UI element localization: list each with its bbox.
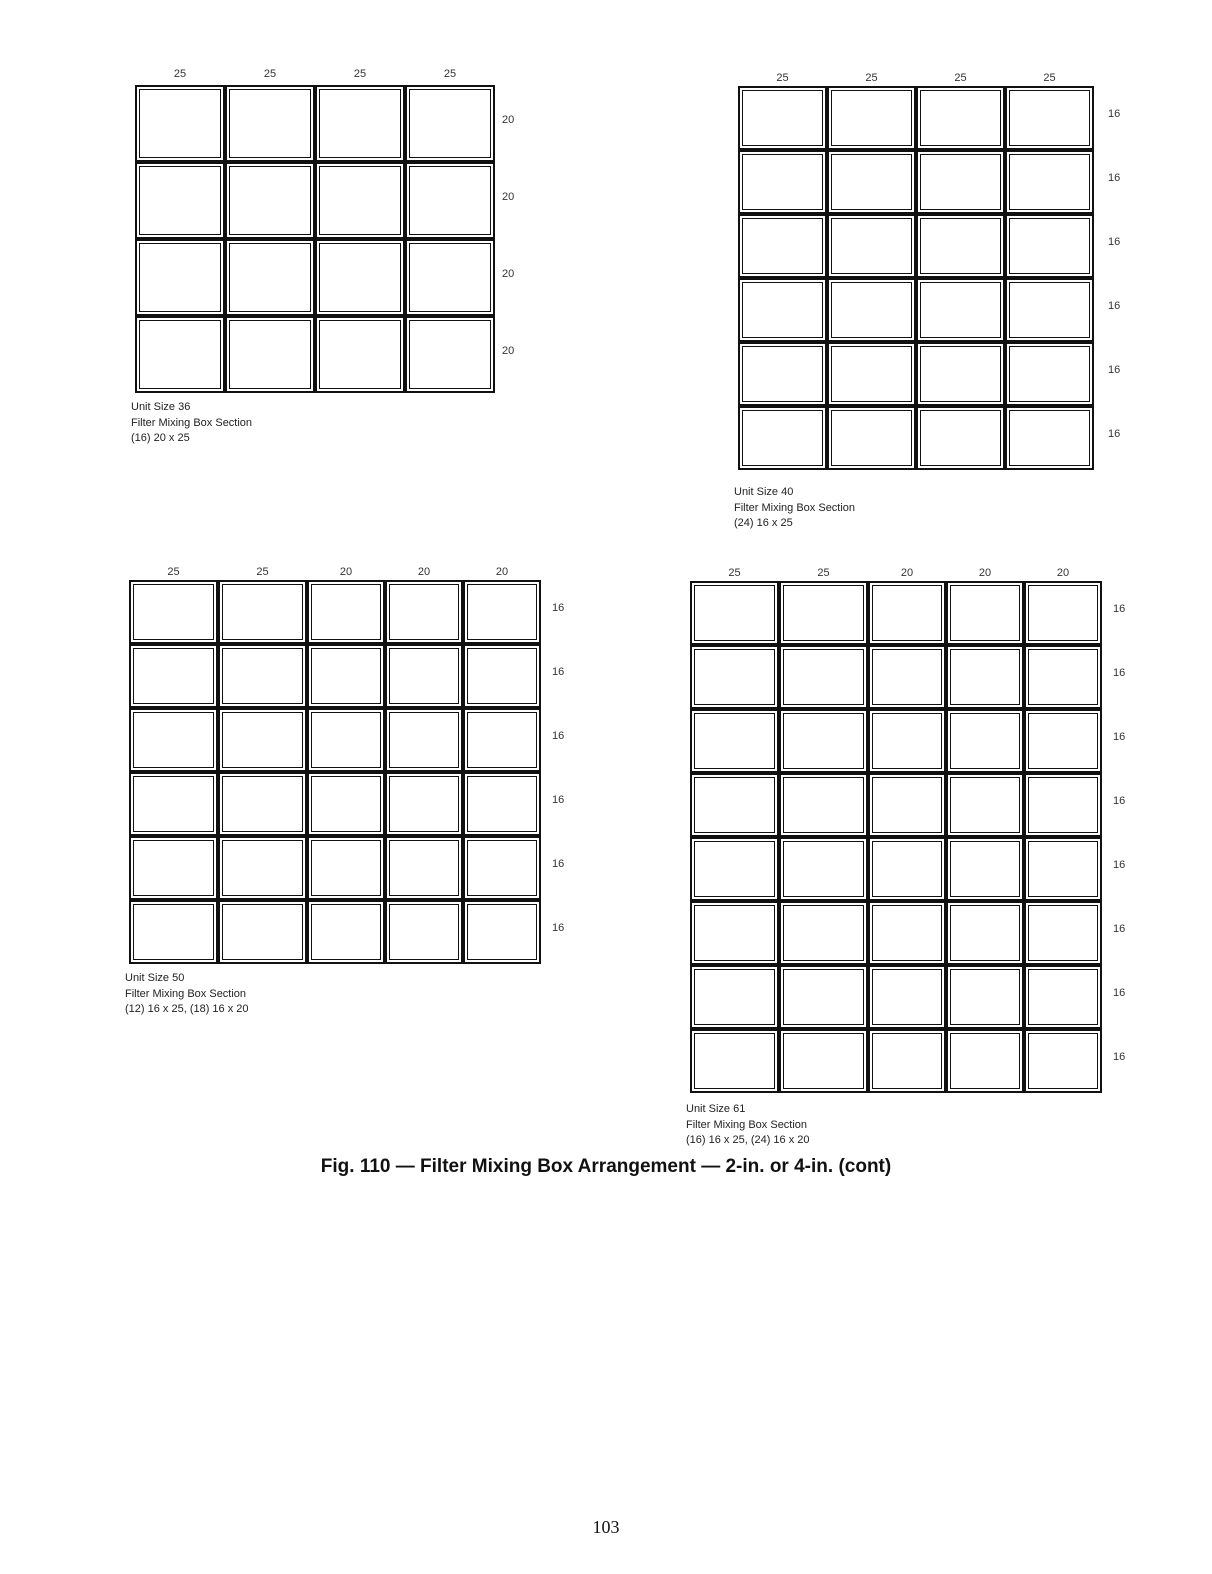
filter-cell <box>1024 1029 1102 1093</box>
caption-unit-size: Unit Size 36 <box>131 401 191 413</box>
column-width-label: 20 <box>339 566 353 578</box>
filter-cell <box>946 1029 1024 1093</box>
filter-cell <box>868 581 946 645</box>
filter-cell <box>225 316 315 393</box>
column-width-label: 25 <box>443 68 457 80</box>
column-width-label: 20 <box>1056 567 1070 579</box>
filter-cell <box>385 644 463 708</box>
filter-cell <box>779 773 868 837</box>
row-height-label: 16 <box>1108 364 1121 376</box>
column-width-label: 20 <box>495 566 509 578</box>
filter-cell <box>738 278 827 342</box>
filter-cell <box>827 150 916 214</box>
column-width-label: 25 <box>167 566 180 578</box>
filter-cell <box>315 239 405 316</box>
filter-cell <box>779 901 868 965</box>
caption-unit-size: Unit Size 40 <box>734 486 794 498</box>
diagram-caption <box>734 485 855 532</box>
row-height-label: 20 <box>502 344 515 357</box>
row-height-label: 16 <box>552 922 565 934</box>
filter-cell <box>827 342 916 406</box>
filter-cell <box>779 645 868 709</box>
row-height-label: 20 <box>502 267 515 280</box>
filter-cell <box>315 162 405 239</box>
filter-cell <box>946 773 1024 837</box>
diagram-caption <box>125 971 249 1018</box>
column-width-label: 25 <box>865 72 878 84</box>
row-height-label: 16 <box>1113 603 1126 615</box>
column-width-label: 20 <box>900 567 914 579</box>
column-width-label: 25 <box>776 72 789 84</box>
filter-cell <box>690 645 779 709</box>
filter-cell <box>946 581 1024 645</box>
row-height-label: 16 <box>1113 1051 1126 1063</box>
filter-cell <box>738 150 827 214</box>
caption-filter-count: (16) 16 x 25, (24) 16 x 20 <box>686 1134 810 1146</box>
page-number: 103 <box>592 1517 620 1537</box>
filter-cell <box>129 644 218 708</box>
filter-cell <box>690 709 779 773</box>
filter-cell <box>129 580 218 644</box>
filter-cell <box>916 214 1005 278</box>
caption-section-name: Filter Mixing Box Section <box>131 416 253 429</box>
filter-cell <box>827 406 916 470</box>
filter-cell <box>690 965 779 1029</box>
filter-cell <box>1024 965 1102 1029</box>
caption-section-name: Filter Mixing Box Section <box>686 1118 808 1131</box>
row-height-label: 16 <box>1113 859 1126 871</box>
row-height-label: 16 <box>552 794 565 806</box>
row-height-label: 16 <box>1113 731 1126 743</box>
filter-cell <box>463 644 541 708</box>
filter-cell <box>779 965 868 1029</box>
row-height-label: 16 <box>552 858 565 870</box>
filter-cell <box>218 644 307 708</box>
filter-cell <box>946 965 1024 1029</box>
filter-cell <box>690 901 779 965</box>
filter-cell <box>1024 773 1102 837</box>
row-height-label: 16 <box>1108 300 1121 312</box>
row-height-label: 16 <box>1108 172 1121 184</box>
filter-cell <box>129 836 218 900</box>
filter-cell <box>307 900 385 964</box>
filter-cell <box>135 162 225 239</box>
caption-filter-count: (24) 16 x 25 <box>734 517 793 529</box>
filter-cell <box>463 580 541 644</box>
filter-cell <box>916 86 1005 150</box>
column-width-label: 25 <box>353 68 367 80</box>
filter-cell <box>218 580 307 644</box>
diagram-caption <box>686 1102 810 1149</box>
filter-cell <box>868 965 946 1029</box>
filter-cell <box>946 645 1024 709</box>
filter-cell <box>225 239 315 316</box>
filter-cell <box>218 900 307 964</box>
filter-cell <box>1024 709 1102 773</box>
filter-cell <box>405 239 495 316</box>
filter-cell <box>129 772 218 836</box>
column-width-label: 25 <box>263 68 277 80</box>
filter-cell <box>225 162 315 239</box>
filter-cell <box>868 901 946 965</box>
filter-cell <box>385 580 463 644</box>
filter-cell <box>827 214 916 278</box>
filter-cell <box>1024 901 1102 965</box>
filter-cell <box>868 837 946 901</box>
caption-section-name: Filter Mixing Box Section <box>125 987 247 1000</box>
filter-cell <box>225 85 315 162</box>
filter-cell <box>779 1029 868 1093</box>
caption-unit-size: Unit Size 50 <box>125 972 185 984</box>
row-height-label: 20 <box>502 190 515 203</box>
filter-cell <box>868 645 946 709</box>
filter-cell <box>218 772 307 836</box>
filter-cell <box>315 85 405 162</box>
filter-cell <box>868 773 946 837</box>
filter-cell <box>946 709 1024 773</box>
filter-cell <box>1024 837 1102 901</box>
row-height-label: 16 <box>552 730 565 742</box>
filter-cell <box>135 85 225 162</box>
filter-cell <box>1005 342 1094 406</box>
filter-cell <box>827 278 916 342</box>
filter-cell <box>307 836 385 900</box>
filter-cell <box>738 342 827 406</box>
filter-cell <box>916 278 1005 342</box>
column-width-label: 25 <box>173 68 187 80</box>
filter-cell <box>129 708 218 772</box>
filter-cell <box>946 837 1024 901</box>
filter-cell <box>463 836 541 900</box>
row-height-label: 16 <box>1108 236 1121 248</box>
filter-cell <box>690 1029 779 1093</box>
filter-cell <box>738 406 827 470</box>
filter-cell <box>738 86 827 150</box>
filter-cell <box>779 837 868 901</box>
diagram-caption <box>131 400 252 447</box>
column-width-label: 20 <box>978 567 992 579</box>
row-height-label: 20 <box>502 113 515 126</box>
filter-cell <box>868 709 946 773</box>
filter-cell <box>1005 214 1094 278</box>
filter-cell <box>385 772 463 836</box>
filter-cell <box>129 900 218 964</box>
caption-section-name: Filter Mixing Box Section <box>734 501 856 514</box>
filter-cell <box>307 644 385 708</box>
filter-cell <box>1005 150 1094 214</box>
filter-cell <box>385 708 463 772</box>
filter-cell <box>779 581 868 645</box>
filter-cell <box>868 1029 946 1093</box>
filter-cell <box>779 709 868 773</box>
filter-cell <box>405 85 495 162</box>
row-height-label: 16 <box>1113 923 1126 935</box>
filter-cell <box>1005 406 1094 470</box>
column-width-label: 25 <box>954 72 967 84</box>
filter-cell <box>1024 581 1102 645</box>
filter-cell <box>385 836 463 900</box>
filter-cell <box>463 772 541 836</box>
filter-cell <box>307 708 385 772</box>
filter-cell <box>405 316 495 393</box>
row-height-label: 16 <box>1113 987 1126 999</box>
row-height-label: 16 <box>552 602 565 614</box>
filter-cell <box>946 901 1024 965</box>
caption-unit-size: Unit Size 61 <box>686 1103 746 1115</box>
filter-cell <box>1005 86 1094 150</box>
filter-cell <box>315 316 405 393</box>
filter-cell <box>916 406 1005 470</box>
filter-cell <box>738 214 827 278</box>
filter-cell <box>405 162 495 239</box>
column-width-label: 25 <box>1043 72 1056 84</box>
filter-cell <box>1024 645 1102 709</box>
filter-cell <box>690 837 779 901</box>
filter-cell <box>218 836 307 900</box>
filter-cell <box>827 86 916 150</box>
filter-cell <box>463 900 541 964</box>
row-height-label: 16 <box>1108 108 1121 120</box>
filter-cell <box>916 150 1005 214</box>
row-height-label: 16 <box>1113 667 1126 679</box>
column-width-label: 20 <box>417 566 431 578</box>
column-width-label: 25 <box>256 566 269 578</box>
caption-filter-count: (16) 20 x 25 <box>131 432 190 444</box>
filter-cell <box>307 772 385 836</box>
caption-filter-count: (12) 16 x 25, (18) 16 x 20 <box>125 1003 249 1015</box>
column-width-label: 25 <box>728 567 741 579</box>
filter-cell <box>135 316 225 393</box>
filter-cell <box>135 239 225 316</box>
filter-cell <box>1005 278 1094 342</box>
filter-cell <box>385 900 463 964</box>
row-height-label: 16 <box>552 666 565 678</box>
figure-title: Fig. 110 — Filter Mixing Box Arrangement — 2-in. or 4-in. (cont) <box>320 1156 892 1177</box>
filter-cell <box>916 342 1005 406</box>
filter-cell <box>463 708 541 772</box>
row-height-label: 16 <box>1108 428 1121 440</box>
filter-cell <box>307 580 385 644</box>
column-width-label: 25 <box>817 567 830 579</box>
row-height-label: 16 <box>1113 795 1126 807</box>
filter-cell <box>690 773 779 837</box>
filter-cell <box>690 581 779 645</box>
filter-cell <box>218 708 307 772</box>
